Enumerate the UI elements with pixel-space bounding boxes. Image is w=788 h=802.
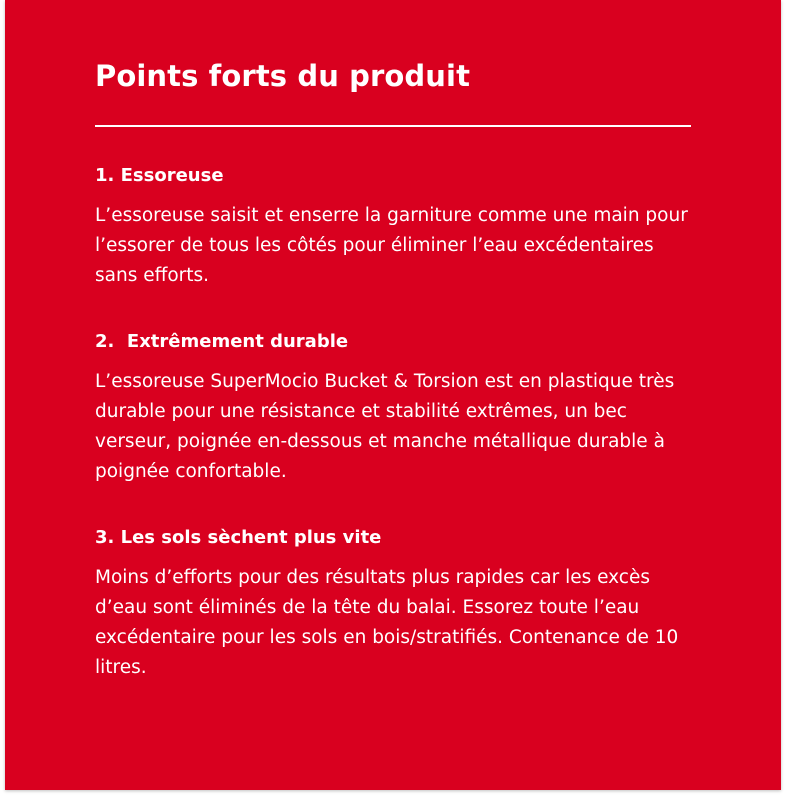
section-heading: 2. Extrêmement durable [95, 331, 349, 352]
page-title: Points forts du produit [95, 59, 471, 93]
section-heading: 3. Les sols sèchent plus vite [95, 527, 382, 548]
section-body: L’essoreuse saisit et enserre la garniture comme une main pour l’essorer de tous les côtés pour éliminer l’eau excédentaires sans efforts. [95, 205, 688, 286]
section-body: L’essoreuse SuperMocio Bucket & Torsion est en plastique très durable pour une résistance et stabilité extrêmes, un bec verseur, poignée en-dessous et manche métallique durable à poignée confortable. [95, 371, 675, 482]
section-heading: 1. Essoreuse [95, 165, 224, 186]
highlight-section-wringer [95, 165, 695, 291]
section-body: Moins d’efforts pour des résultats plus rapides car les excès d’eau sont éliminés de la tête du balai. Essorez toute l’eau excédentaire pour les sols en bois/stratifiés. Contenance de 10 litres. [95, 567, 679, 678]
product-highlights-panel [5, 0, 781, 790]
highlight-section-faster-drying [95, 527, 695, 683]
title-divider [95, 125, 691, 127]
product-highlights-content [95, 58, 695, 683]
highlight-section-durable [95, 331, 695, 487]
